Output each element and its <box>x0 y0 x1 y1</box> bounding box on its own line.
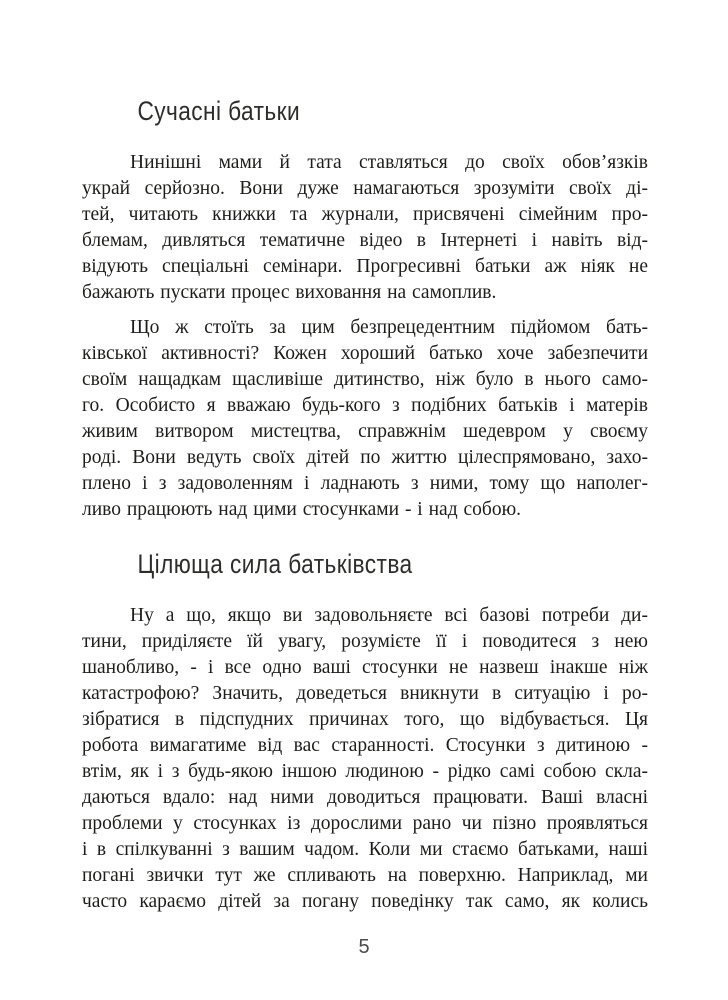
paragraph <box>82 315 648 523</box>
text-line: своїм нащадкам щасливіше дитинство, ніж було в нього само- <box>82 369 648 390</box>
section-heading: Сучасні батьки <box>137 96 301 126</box>
text-line: проблеми у стосунках із дорослими рано чи пізно проявляться <box>82 813 648 834</box>
text-line: плено і з задоволенням і ладнають з ними, тому що наполег- <box>82 473 648 494</box>
text-line: Ну а що, якщо ви задовольняєте всі базові потреби ди- <box>130 605 648 626</box>
text-line: бажають пускати процес виховання на самоплив. <box>82 282 497 303</box>
paragraph <box>82 603 648 915</box>
text-line: часто караємо дітей за погану поведінку так само, як колись <box>82 891 648 912</box>
section-heading: Цілюща сила батьківства <box>137 549 413 579</box>
text-line: відують спеціальні семінари. Прогресивні батьки аж ніяк не <box>82 256 648 277</box>
text-line: Нинішні мами й тата ставляться до своїх обов’язків <box>130 152 648 173</box>
text-line: роді. Вони ведуть своїх дітей по життю цілеспрямовано, захо- <box>82 447 648 468</box>
text-line: го. Особисто я вважаю будь-кого з подібних батьків і матерів <box>82 395 648 416</box>
text-line: блемам, дивляться тематичне відео в Інтернеті і навіть від- <box>82 230 648 251</box>
text-line: ливо працюють над цими стосунками - і над собою. <box>82 499 522 520</box>
section-1 <box>82 96 648 523</box>
text-line: шанобливо, - і все одно ваші стосунки не назвеш інакше ніж <box>82 657 648 678</box>
text-line: робота вимагатиме від вас старанності. Стосунки з дитиною - <box>82 735 648 756</box>
text-line: тей, читають книжки та журнали, присвячені сімейним про- <box>82 204 648 225</box>
text-line: втім, як і з будь-якою іншою людиною - рідко самі собою скла- <box>82 761 648 782</box>
text-line: погані звички тут же спливають на поверхню. Наприклад, ми <box>82 865 648 886</box>
text-line: і в спілкуванні з вашим чадом. Коли ми стаємо батьками, наші <box>82 839 648 860</box>
page-content <box>82 0 648 924</box>
page-number: 5 <box>358 936 370 958</box>
text-line: ківської активності? Кожен хороший батько хоче забезпечити <box>82 343 648 364</box>
text-line: живим витвором мистецтва, справжнім шедевром у своєму <box>82 421 648 442</box>
text-line: Що ж стоїть за цим безпрецедентним підйомом бать- <box>130 317 648 338</box>
text-line: тини, приділяєте їй увагу, розумієте її і поводитеся з нею <box>82 631 648 652</box>
paragraph <box>82 150 648 306</box>
text-line: катастрофою? Значить, доведеться вникнути в ситуацію і ро- <box>82 683 648 704</box>
text-line: даються вдало: над ними доводиться працювати. Ваші власні <box>82 787 648 808</box>
section-2 <box>82 549 648 915</box>
text-line: зібратися в підспудних причинах того, що відбувається. Ця <box>82 709 648 730</box>
text-line: украй серйозно. Вони дуже намагаються зрозуміти своїх ді- <box>82 178 648 199</box>
